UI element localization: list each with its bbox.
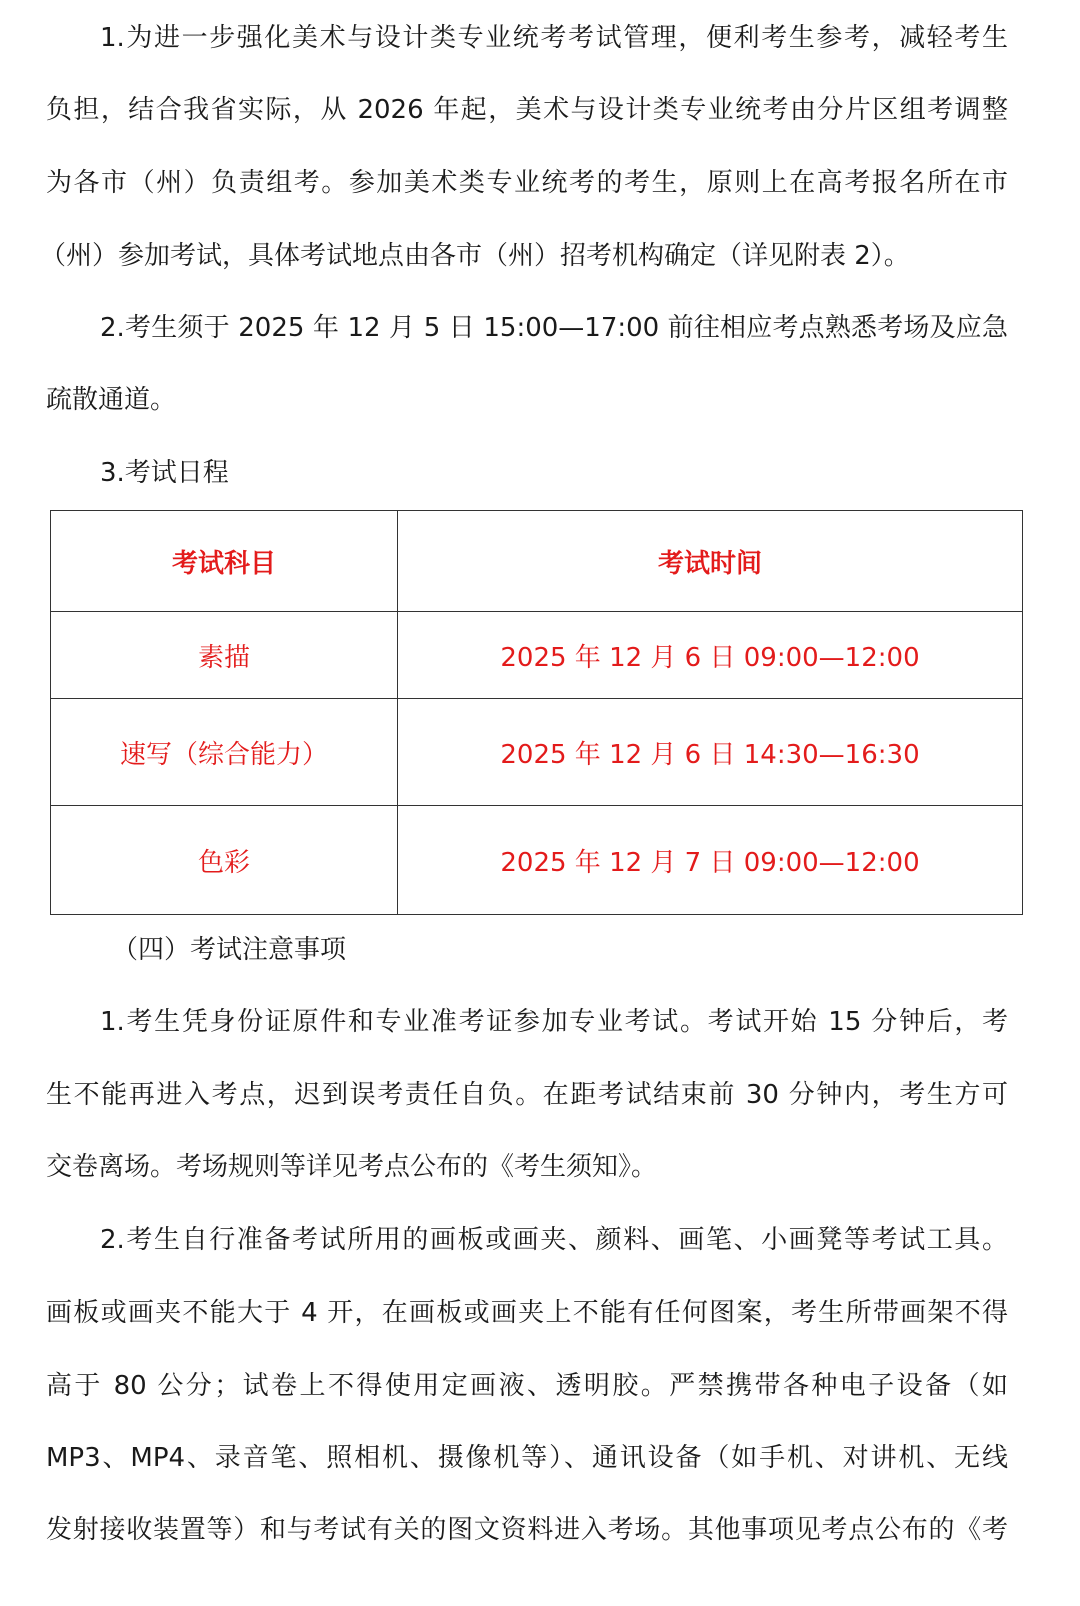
time-cell: 2025 年 12 月 6 日 14:30—16:30 [398,699,1023,806]
schedule-heading: 3.考试日程 [100,458,229,488]
paragraph-line: 1.为进一步强化美术与设计类专业统考考试管理，便利考生参考，减轻考生 [100,23,1008,53]
table-row [51,806,1023,915]
paragraph-line: 高于 80 公分；试卷上不得使用定画液、透明胶。严禁携带各种电子设备（如 [46,1371,1008,1401]
subject-cell: 速写（综合能力） [51,699,398,806]
section-heading: （四）考试注意事项 [112,935,347,965]
paragraph-line: 为各市（州）负责组考。参加美术类专业统考的考生，原则上在高考报名所在市 [46,168,1008,198]
table-row [51,612,1023,699]
header-time: 考试时间 [398,511,1023,612]
subject-cell: 色彩 [51,806,398,915]
paragraph-line: 发射接收装置等）和与考试有关的图文资料进入考场。其他事项见考点公布的《考 [46,1515,1008,1545]
table-row [51,699,1023,806]
paragraph-line: 交卷离场。考场规则等详见考点公布的《考生须知》。 [46,1152,658,1182]
exam-schedule-table [50,510,1023,915]
table-header-row [51,511,1023,612]
time-cell: 2025 年 12 月 7 日 09:00—12:00 [398,806,1023,915]
paragraph-line: MP3、MP4、录音笔、照相机、摄像机等）、通讯设备（如手机、对讲机、无线 [46,1443,1008,1473]
time-cell: 2025 年 12 月 6 日 09:00—12:00 [398,612,1023,699]
paragraph-line: 生不能再进入考点，迟到误考责任自负。在距考试结束前 30 分钟内，考生方可 [46,1080,1008,1110]
header-subject: 考试科目 [51,511,398,612]
paragraph-line: （州）参加考试，具体考试地点由各市（州）招考机构确定（详见附表 2）。 [40,241,910,271]
paragraph-line: 2.考生自行准备考试所用的画板或画夹、颜料、画笔、小画凳等考试工具。 [100,1225,1008,1255]
paragraph-line: 画板或画夹不能大于 4 开，在画板或画夹上不能有任何图案，考生所带画架不得 [46,1298,1008,1328]
subject-cell: 素描 [51,612,398,699]
paragraph-line: 疏散通道。 [46,385,177,415]
paragraph-line: 1.考生凭身份证原件和专业准考证参加专业考试。考试开始 15 分钟后，考 [100,1007,1008,1037]
paragraph-line: 负担，结合我省实际，从 2026 年起，美术与设计类专业统考由分片区组考调整 [46,95,1008,125]
paragraph-line: 2.考生须于 2025 年 12 月 5 日 15:00—17:00 前往相应考点熟悉考场及应急 [100,313,1008,343]
